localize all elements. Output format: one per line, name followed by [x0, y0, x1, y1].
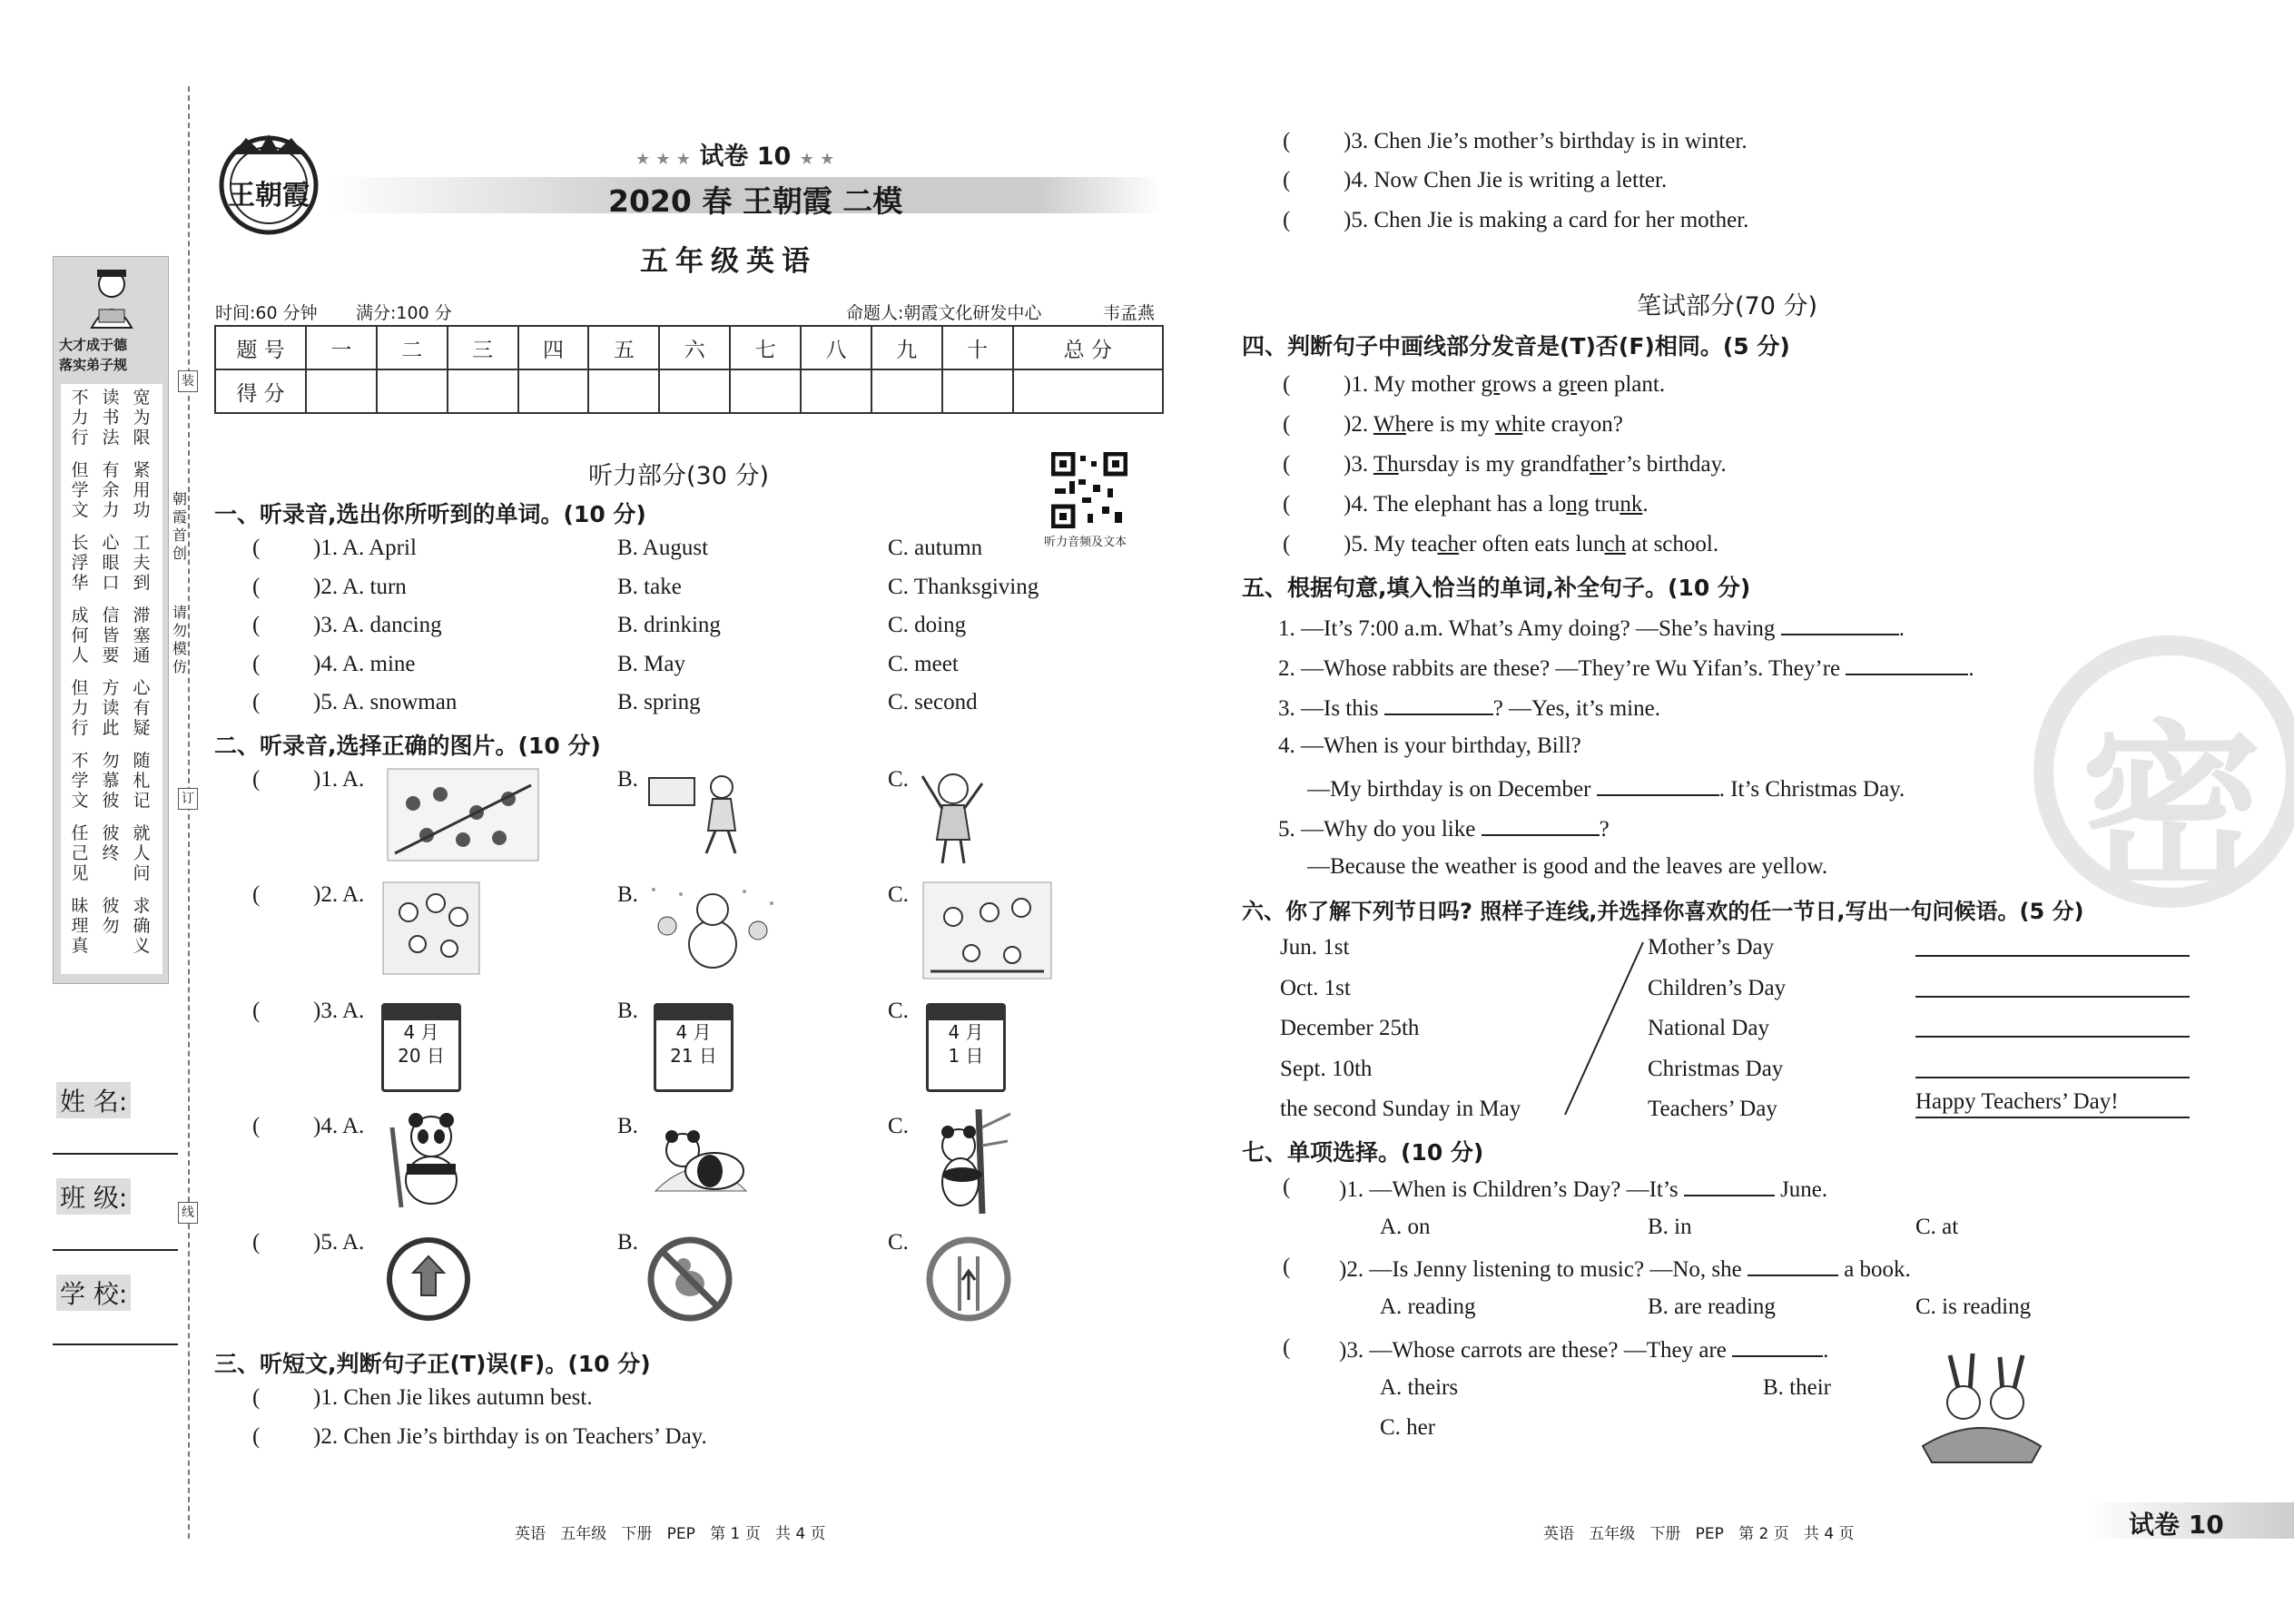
class-label: 班 级:: [56, 1178, 131, 1215]
sentence-text: er often eats lun: [1459, 532, 1605, 556]
part4-sentence: [1344, 492, 1649, 517]
score-table-cell: 总 分: [1013, 326, 1163, 369]
answer-paren[interactable]: (: [1283, 492, 1291, 517]
score-input-cell[interactable]: [942, 369, 1013, 413]
score-input-cell[interactable]: [730, 369, 801, 413]
part5-title: 五、根据句意,填入恰当的单词,补全句子。(10 分): [1242, 575, 1751, 601]
festival-date[interactable]: the second Sunday in May: [1280, 1097, 1521, 1121]
motto-column: 但学文: [71, 460, 89, 520]
part5-sentence: [1278, 814, 1610, 842]
score-input-cell[interactable]: [306, 369, 377, 413]
sentence-text: —Because the weather is good and the leaves are yellow.: [1307, 854, 1828, 879]
sentence-text: 2. —Whose rabbits are these? —They’re Wu Yifan’s. They’re: [1278, 656, 1846, 681]
picture-2-5b-no-littering-sign-icon: [647, 1236, 733, 1323]
question-text: .: [1823, 1338, 1829, 1363]
picture-2-4c-panda-climbing-icon: [924, 1109, 1015, 1214]
part1-option-c: C. meet: [888, 651, 959, 676]
motto-top: 大才成于德: [59, 337, 128, 353]
question-text: a book.: [1837, 1257, 1911, 1282]
underlined-sound: Th: [1373, 452, 1399, 477]
motto-column: 长浮华: [71, 533, 89, 593]
part2-label-b: B.: [617, 999, 638, 1023]
part1-option-b: B. August: [617, 536, 709, 560]
festival-name[interactable]: Mother’s Day: [1648, 935, 1775, 960]
part1-option-c: C. Thanksgiving: [888, 574, 1039, 599]
option-a[interactable]: A. on: [1380, 1215, 1431, 1239]
part2-label-c: C.: [888, 1114, 909, 1138]
part3-statement: )5. Chen Jie is making a card for her mother.: [1344, 208, 1749, 232]
part2-title: 二、听录音,选择正确的图片。(10 分): [214, 733, 601, 759]
part2-label-a: )2. A.: [313, 882, 365, 907]
festival-name[interactable]: Christmas Day: [1648, 1056, 1784, 1081]
option-c[interactable]: C. her: [1380, 1415, 1436, 1440]
part1-option-c: C. doing: [888, 613, 967, 637]
part1-option-a: )3. A. dancing: [313, 613, 442, 637]
answer-paren[interactable]: (: [1283, 452, 1291, 477]
part2-label-a: )4. A.: [313, 1114, 365, 1138]
example-match-line: [1561, 935, 1652, 1117]
festival-name[interactable]: Children’s Day: [1648, 975, 1787, 1000]
school-label: 学 校:: [56, 1275, 131, 1311]
sentence-text: .: [1968, 656, 1974, 681]
part1-option-a: )1. A. April: [313, 536, 417, 560]
option-b[interactable]: B. are reading: [1648, 1294, 1776, 1319]
binding-dashed-line: [188, 86, 190, 1539]
motto-column: 不力行: [71, 388, 89, 448]
score-table-cell: 八: [801, 326, 871, 369]
sentence-text: )2.: [1344, 412, 1373, 437]
answer-paren[interactable]: (: [1283, 532, 1291, 556]
picture-2-1c-girl-stretching-icon: [917, 767, 989, 867]
answer-paren[interactable]: (: [1283, 1335, 1291, 1360]
festival-date[interactable]: Oct. 1st: [1280, 975, 1351, 1000]
picture-2-2b-snowman-icon: [645, 881, 781, 976]
listening-title: 听力部分(30 分): [588, 462, 770, 490]
score-label: 满分:100 分: [356, 303, 452, 323]
sentence-text: ?: [1599, 817, 1610, 842]
seal-mark-3: 线: [178, 1202, 198, 1224]
part5-sentence: [1278, 694, 1660, 722]
motto-column: 任己见: [71, 823, 89, 883]
sentence-text: ursday is my grandfa: [1398, 452, 1590, 477]
answer-paren[interactable]: (: [252, 882, 261, 907]
sentence-text: ite crayon?: [1522, 412, 1623, 437]
footer-right: 英语 五年级 下册 PEP 第 2 页 共 4 页: [1543, 1525, 1855, 1543]
motto-bottom: 落实弟子规: [59, 357, 128, 373]
question-text: June.: [1774, 1177, 1828, 1202]
answer-paren[interactable]: (: [252, 767, 261, 792]
watermark-seal: [2033, 635, 2294, 916]
option-b[interactable]: B. their: [1763, 1375, 1831, 1400]
part7-question: [1339, 1335, 1828, 1363]
greeting-line[interactable]: [1915, 996, 2190, 998]
score-table-cell: 五: [588, 326, 659, 369]
motto-column: 勿慕彼: [102, 751, 120, 811]
sentence-text: )3.: [1344, 452, 1373, 477]
sentence-text: ? —Yes, it’s mine.: [1492, 696, 1660, 721]
writing-title: 笔试部分(70 分): [1637, 292, 1818, 320]
author-name: 韦孟燕: [1103, 303, 1156, 323]
footer-badge: 试卷 10: [2129, 1510, 2224, 1540]
calendar-2-3c: [926, 1003, 1006, 1092]
picture-2-2c-children-playing-icon: [921, 881, 1053, 980]
score-table-cell: 六: [659, 326, 730, 369]
scholar-icon: [79, 264, 144, 330]
part3-statement: )4. Now Chen Jie is writing a letter.: [1344, 168, 1668, 192]
fill-in-blank[interactable]: [1846, 654, 1968, 675]
motto-text-block: [61, 384, 162, 974]
score-input-cell[interactable]: [518, 369, 589, 413]
fill-in-blank[interactable]: [1748, 1255, 1838, 1276]
score-input-cell[interactable]: [448, 369, 518, 413]
score-input-cell[interactable]: [871, 369, 942, 413]
time-label: 时间:60 分钟: [215, 303, 318, 323]
motto-column: 心有疑: [133, 678, 151, 738]
score-table-score-row: [215, 369, 1163, 413]
fill-in-blank[interactable]: [1684, 1175, 1775, 1196]
sentence-text: 3. —Is this: [1278, 696, 1384, 721]
part3-statement: )3. Chen Jie’s mother’s birthday is in winter.: [1344, 129, 1748, 153]
greeting-line[interactable]: [1915, 955, 2190, 957]
qr-code-icon[interactable]: [1051, 452, 1127, 528]
question-text: )1. —When is Children’s Day? —It’s: [1339, 1177, 1684, 1202]
picture-2-5a-recycle-sign-icon: [386, 1236, 472, 1323]
part6-title: 六、你了解下列节日吗? 照样子连线,并选择你喜欢的任一节日,写出一句问候语。(5 分): [1242, 899, 2084, 924]
sidebar-motto-panel: [53, 256, 169, 984]
picture-2-1a-parade-icon: [386, 767, 540, 862]
example-greeting: Happy Teachers’ Day!: [1915, 1089, 2119, 1114]
part4-title: 四、判断句子中画线部分发音是(T)否(F)相同。(5 分): [1242, 333, 1790, 359]
part2-label-b: B.: [617, 882, 638, 907]
picture-2-1b-girl-reading-icon: [645, 767, 758, 858]
motto-column: 宽为限: [133, 388, 151, 448]
question-text: )3. —Whose carrots are these? —They are: [1339, 1338, 1733, 1363]
part4-sentence: [1344, 372, 1665, 398]
sentence-text: tru: [1589, 492, 1620, 517]
motto-column: 成何人: [71, 605, 89, 665]
part4-sentence: [1344, 532, 1718, 557]
motto-column: 读书法: [102, 388, 120, 448]
picture-2-2a-family-icon: [381, 881, 481, 976]
calendar-day: 21 日: [670, 1045, 717, 1067]
part5-sentence: [1278, 654, 1974, 682]
score-table-cell: 二: [377, 326, 448, 369]
answer-paren[interactable]: (: [252, 613, 261, 637]
picture-2-5c-one-way-sign-icon: [926, 1236, 1012, 1323]
score-table-cell: 七: [730, 326, 801, 369]
motto-column: 滞塞通: [133, 605, 151, 665]
motto-column: 有余力: [102, 460, 120, 520]
part1-option-a: )4. A. mine: [313, 651, 416, 676]
underlined-sound: ch: [1604, 532, 1627, 556]
motto-column: 但力行: [71, 678, 89, 738]
part1-option-c: C. autumn: [888, 536, 983, 560]
sentence-text: een plant.: [1576, 372, 1666, 397]
answer-paren[interactable]: (: [252, 1114, 261, 1138]
underlined-sound: ch: [1437, 532, 1460, 556]
part4-sentence: [1344, 452, 1727, 477]
option-c[interactable]: C. at: [1915, 1215, 1959, 1239]
picture-2-4b-panda-sleeping-icon: [646, 1109, 755, 1209]
part3-statement: )2. Chen Jie’s birthday is on Teachers’ Day.: [313, 1424, 707, 1449]
part1-title: 一、听录音,选出你所听到的单词。(10 分): [214, 501, 646, 527]
part2-label-a: )3. A.: [313, 999, 365, 1023]
fill-in-blank[interactable]: [1781, 614, 1899, 635]
score-table-cell: 九: [871, 326, 942, 369]
name-label: 姓 名:: [56, 1082, 131, 1118]
part7-question: [1339, 1175, 1827, 1203]
sentence-text: ere is my: [1405, 412, 1495, 437]
score-table-cell: 题 号: [215, 326, 306, 369]
part3-statement: )1. Chen Jie likes autumn best.: [313, 1385, 593, 1410]
picture-2-4a-panda-bamboo-icon: [381, 1109, 472, 1209]
answer-paren[interactable]: (: [1283, 1255, 1291, 1279]
answer-paren[interactable]: (: [1283, 372, 1291, 397]
part2-label-a: )5. A.: [313, 1230, 365, 1255]
footer-left: 英语 五年级 下册 PEP 第 1 页 共 4 页: [515, 1525, 826, 1543]
motto-column: 不学文: [71, 751, 89, 811]
festival-date[interactable]: December 25th: [1280, 1016, 1420, 1040]
vertical-note-2: 请勿模仿: [172, 604, 187, 675]
greeting-line: [1915, 1117, 2190, 1118]
sentence-text: ows a: [1500, 372, 1559, 397]
part2-label-a: )1. A.: [313, 767, 365, 792]
motto-column: 就人问: [133, 823, 151, 883]
part1-option-b: B. spring: [617, 690, 701, 714]
sentence-text: .: [1898, 616, 1905, 641]
score-table-cell: 得 分: [215, 369, 306, 413]
fill-in-blank[interactable]: [1732, 1335, 1823, 1357]
exam-title: 2020 春 王朝霞 二模: [608, 183, 903, 219]
answer-paren[interactable]: (: [252, 536, 261, 560]
answer-paren[interactable]: (: [1283, 168, 1291, 192]
calendar-day: 20 日: [398, 1045, 445, 1067]
festival-date[interactable]: Jun. 1st: [1280, 935, 1350, 960]
seal-mark-2: 订: [178, 788, 198, 810]
underlined-sound: Wh: [1373, 412, 1406, 437]
score-table-cell: 四: [518, 326, 589, 369]
part1-option-c: C. second: [888, 690, 978, 714]
score-input-cell[interactable]: [588, 369, 659, 413]
name-field[interactable]: [53, 1153, 178, 1155]
option-b[interactable]: B. in: [1648, 1215, 1692, 1239]
score-input-cell[interactable]: [659, 369, 730, 413]
watermark-character: 密: [2081, 704, 2263, 916]
motto-column: 工夫到: [133, 533, 151, 593]
calendar-month: 4 月: [403, 1021, 439, 1043]
calendar-2-3a: [381, 1003, 461, 1092]
underlined-sound: wh: [1494, 412, 1523, 437]
underlined-sound: gr: [1481, 372, 1501, 397]
part2-label-c: C.: [888, 1230, 909, 1255]
score-input-cell[interactable]: [801, 369, 871, 413]
part3-title: 三、听短文,判断句子正(T)误(F)。(10 分): [214, 1351, 651, 1377]
greeting-line[interactable]: [1915, 1036, 2190, 1038]
sentence-text: 1. —It’s 7:00 a.m. What’s Amy doing? —She’s having: [1278, 616, 1781, 641]
option-c[interactable]: C. is reading: [1915, 1294, 2032, 1319]
motto-column: 求确义: [133, 896, 151, 956]
part1-option-b: B. May: [617, 651, 685, 676]
part2-label-b: B.: [617, 1114, 638, 1138]
answer-paren[interactable]: (: [1283, 129, 1291, 153]
paper-badge: ★ ★ ★ 试卷 10 ★ ★: [635, 143, 835, 171]
calendar-month: 4 月: [675, 1021, 712, 1043]
answer-paren[interactable]: (: [1283, 412, 1291, 437]
sentence-text: 4. —When is your birthday, Bill?: [1278, 733, 1581, 758]
answer-paren[interactable]: (: [252, 1424, 261, 1449]
sentence-text: )4. The elephant has a lo: [1344, 492, 1567, 517]
motto-column: 随札记: [133, 751, 151, 811]
score-table-cell: 一: [306, 326, 377, 369]
underlined-sound: ng: [1566, 492, 1590, 517]
seal-mark-1: 装: [178, 370, 198, 392]
part5-sentence: [1307, 854, 1827, 880]
motto-column: 彼终: [102, 823, 120, 863]
part5-sentence: [1307, 774, 1905, 802]
part5-sentence: [1278, 733, 1581, 759]
calendar-day: 1 日: [948, 1045, 984, 1067]
sentence-text: —My birthday is on December: [1307, 777, 1597, 802]
fill-in-blank[interactable]: [1384, 694, 1493, 715]
sentence-text: )1. My mother: [1344, 372, 1482, 397]
answer-paren[interactable]: (: [252, 999, 261, 1023]
motto-column: 紧用功: [133, 460, 151, 520]
logo-text: 王朝霞: [228, 180, 310, 212]
part7-title: 七、单项选择。(10 分): [1242, 1139, 1484, 1166]
motto-column: 方读此: [102, 678, 120, 738]
part1-option-a: )5. A. snowman: [313, 690, 458, 714]
answer-paren[interactable]: (: [252, 1230, 261, 1255]
question-text: )2. —Is Jenny listening to music? —No, she: [1339, 1257, 1748, 1282]
rabbits-with-carrots-icon: [1914, 1346, 2050, 1464]
fill-in-blank[interactable]: [1597, 774, 1719, 796]
answer-paren[interactable]: (: [1283, 1175, 1291, 1199]
answer-paren[interactable]: (: [252, 574, 261, 599]
calendar-month: 4 月: [948, 1021, 984, 1043]
part1-option-b: B. take: [617, 574, 682, 599]
festival-name[interactable]: Teachers’ Day: [1648, 1097, 1777, 1121]
school-field[interactable]: [53, 1343, 178, 1345]
class-field[interactable]: [53, 1249, 178, 1251]
option-a[interactable]: A. theirs: [1380, 1375, 1459, 1400]
motto-column: 彼勿: [102, 896, 120, 936]
calendar-2-3b: [654, 1003, 733, 1092]
answer-paren[interactable]: (: [252, 651, 261, 676]
score-input-cell[interactable]: [1013, 369, 1163, 413]
fill-in-blank[interactable]: [1482, 814, 1600, 836]
author-label: 命题人:朝霞文化研发中心: [846, 303, 1042, 323]
greeting-line[interactable]: [1915, 1077, 2190, 1078]
part7-question: [1339, 1255, 1911, 1283]
answer-paren[interactable]: (: [252, 1385, 261, 1410]
part1-option-a: )2. A. turn: [313, 574, 407, 599]
underlined-sound: gr: [1558, 372, 1577, 397]
option-a[interactable]: A. reading: [1380, 1294, 1476, 1319]
part2-label-c: C.: [888, 999, 909, 1023]
part2-label-b: B.: [617, 767, 638, 792]
vertical-note-1: 朝霞首创: [172, 490, 187, 562]
part1-option-b: B. drinking: [617, 613, 721, 637]
sentence-text: at school.: [1626, 532, 1719, 556]
part2-label-c: C.: [888, 882, 909, 907]
sentence-text: .: [1642, 492, 1649, 517]
motto-column: 昧理真: [71, 896, 89, 956]
score-table-cell: 十: [942, 326, 1013, 369]
festival-date[interactable]: Sept. 10th: [1280, 1056, 1373, 1081]
answer-paren[interactable]: (: [252, 690, 261, 714]
part2-label-c: C.: [888, 767, 909, 792]
part5-sentence: [1278, 614, 1905, 642]
qr-caption: 听力音频及文本: [1044, 536, 1127, 549]
sentence-text: . It’s Christmas Day.: [1718, 777, 1905, 802]
score-table: [214, 325, 1164, 414]
score-input-cell[interactable]: [377, 369, 448, 413]
part4-sentence: [1344, 412, 1623, 438]
subject-title: 五年级英语: [640, 245, 817, 278]
underlined-sound: nk: [1620, 492, 1643, 517]
sentence-text: er’s birthday.: [1607, 452, 1727, 477]
score-table-header-row: [215, 326, 1163, 369]
sentence-text: )5. My tea: [1344, 532, 1438, 556]
part2-label-b: B.: [617, 1230, 638, 1255]
motto-column: 信皆要: [102, 605, 120, 665]
answer-paren[interactable]: (: [1283, 208, 1291, 232]
underlined-sound: th: [1590, 452, 1608, 477]
festival-name[interactable]: National Day: [1648, 1016, 1769, 1040]
motto-column: 心眼口: [102, 533, 120, 593]
sentence-text: 5. —Why do you like: [1278, 817, 1482, 842]
score-table-cell: 三: [448, 326, 518, 369]
